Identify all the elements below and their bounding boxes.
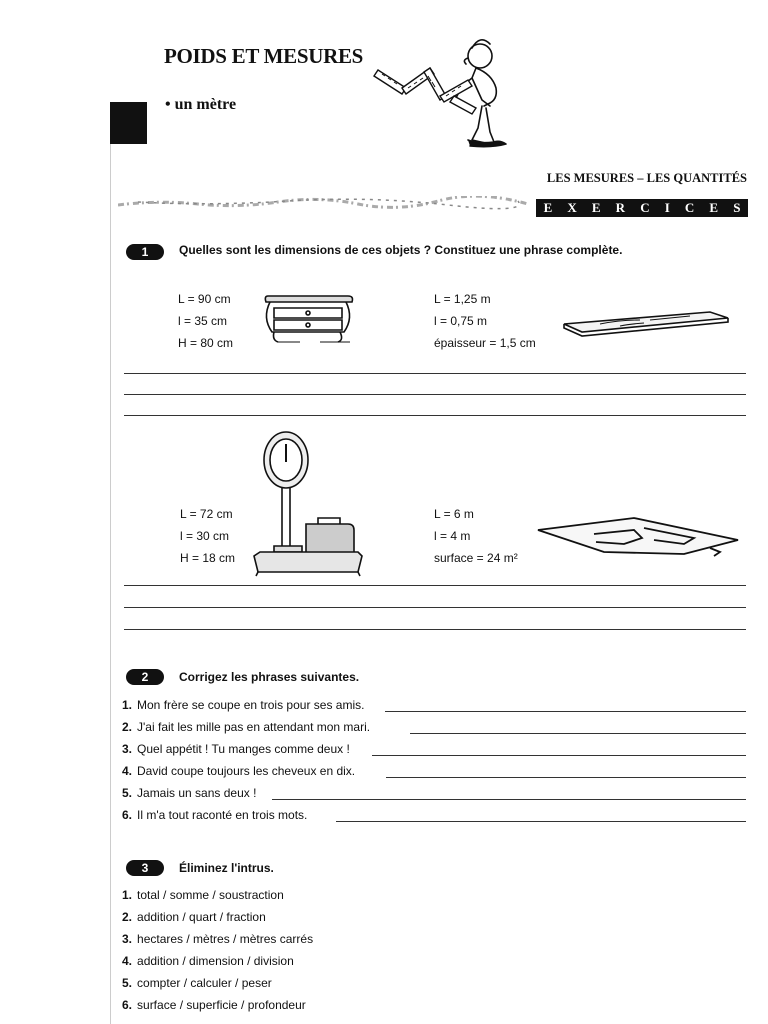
item-text: addition / dimension / division — [137, 954, 294, 968]
answer-line[interactable] — [124, 415, 746, 416]
measurement-line: L = 72 cm — [180, 507, 233, 521]
item-text: Mon frère se coupe en trois pour ses amis. — [137, 698, 365, 712]
answer-line[interactable] — [124, 394, 746, 395]
item-text: Quel appétit ! Tu manges comme deux ! — [137, 742, 350, 756]
item-number: 6. — [122, 808, 133, 822]
item-number: 6. — [122, 998, 133, 1012]
banner-letter: E — [709, 200, 719, 215]
answer-line[interactable] — [124, 585, 746, 586]
list-item — [122, 698, 364, 712]
list-item — [122, 742, 350, 756]
banner-letter: X — [567, 200, 577, 215]
item-number: 2. — [122, 720, 133, 734]
item-text: addition / quart / fraction — [137, 910, 266, 924]
measurement-line: L = 1,25 m — [434, 292, 491, 306]
banner-letter: S — [733, 200, 741, 215]
item-text: David coupe toujours les cheveux en dix. — [137, 764, 356, 778]
measurement-line: H = 80 cm — [178, 336, 234, 350]
measurement-line: H = 18 cm — [180, 551, 236, 565]
item-text: Jamais un sans deux ! — [137, 786, 257, 800]
exercise-number-badge: 3 — [126, 860, 164, 876]
list-item — [122, 932, 313, 946]
answer-blank[interactable] — [410, 733, 746, 734]
item-text: hectares / mètres / mètres carrés — [137, 932, 314, 946]
list-item — [122, 720, 370, 734]
item-number: 3. — [122, 742, 133, 756]
measurement-line: L = 90 cm — [178, 292, 231, 306]
list-item — [122, 786, 256, 800]
measurement-block — [180, 503, 235, 569]
dresser-icon — [260, 290, 360, 348]
measurement-line: l = 4 m — [434, 529, 471, 543]
exercise-instruction: Éliminez l'intrus. — [179, 861, 274, 875]
item-text: Il m'a tout raconté en trois mots. — [137, 808, 308, 822]
list-item — [122, 954, 294, 968]
item-number: 1. — [122, 888, 133, 902]
banner-letter: C — [684, 200, 695, 215]
measurement-line: l = 35 cm — [178, 314, 228, 328]
exercises-banner — [536, 199, 748, 217]
exercise-number-badge: 1 — [126, 244, 164, 260]
item-number: 2. — [122, 910, 133, 924]
banner-letter: I — [664, 200, 670, 215]
list-item — [122, 808, 307, 822]
banner-letter: C — [640, 200, 650, 215]
list-item — [122, 998, 306, 1012]
measurement-line: surface = 24 m² — [434, 551, 518, 565]
list-item — [122, 764, 355, 778]
item-text: total / somme / soustraction — [137, 888, 284, 902]
item-number: 1. — [122, 698, 133, 712]
banner-letter: E — [543, 200, 553, 215]
exercise-instruction: Quelles sont les dimensions de ces objets ? Constituez une phrase complète. — [179, 243, 623, 257]
decorative-scratch-band — [118, 196, 528, 210]
answer-line[interactable] — [124, 629, 746, 630]
list-item — [122, 888, 284, 902]
exercise-instruction: Corrigez les phrases suivantes. — [179, 670, 360, 684]
list-item — [122, 976, 272, 990]
answer-blank[interactable] — [272, 799, 746, 800]
item-number: 4. — [122, 954, 133, 968]
item-text: J'ai fait les mille pas en attendant mon mari. — [137, 720, 371, 734]
exercise-number-badge: 2 — [126, 669, 164, 685]
page-subtitle: • un mètre — [165, 96, 237, 113]
measurement-line: épaisseur = 1,5 cm — [434, 336, 536, 350]
measurement-line: L = 6 m — [434, 507, 474, 521]
answer-line[interactable] — [124, 607, 746, 608]
answer-line[interactable] — [124, 373, 746, 374]
item-text: compter / calculer / peser — [137, 976, 272, 990]
measurement-block — [178, 288, 233, 354]
man-with-folding-ruler-icon — [372, 28, 512, 156]
section-heading: LES MESURES – LES QUANTITÉS — [546, 171, 747, 185]
floor-plan-icon — [534, 512, 742, 558]
banner-letter: E — [591, 200, 601, 215]
item-number: 5. — [122, 976, 133, 990]
page-margin-line — [110, 140, 111, 1024]
page-title: POIDS ET MESURES — [164, 44, 364, 68]
plank-icon — [560, 306, 732, 340]
item-text: surface / superficie / profondeur — [137, 998, 306, 1012]
answer-blank[interactable] — [386, 777, 746, 778]
item-number: 4. — [122, 764, 133, 778]
item-number: 5. — [122, 786, 133, 800]
measurement-line: l = 30 cm — [180, 529, 230, 543]
answer-blank[interactable] — [372, 755, 746, 756]
list-item — [122, 910, 266, 924]
chapter-tab-marker — [110, 102, 147, 144]
item-number: 3. — [122, 932, 133, 946]
scale-icon — [252, 428, 364, 578]
measurement-block — [434, 503, 518, 569]
measurement-block — [434, 288, 536, 354]
answer-blank[interactable] — [336, 821, 746, 822]
measurement-line: l = 0,75 m — [434, 314, 488, 328]
banner-letter: R — [615, 200, 626, 215]
answer-blank[interactable] — [385, 711, 746, 712]
